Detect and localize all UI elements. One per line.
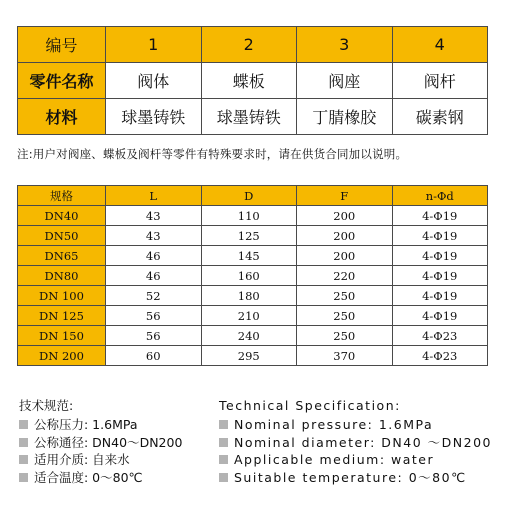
part-material-2: 球墨铸铁: [201, 99, 297, 135]
cell-d: 240: [201, 326, 297, 346]
list-item: [219, 416, 492, 434]
list-item: [219, 469, 492, 487]
cell-bolt-holes: 4-Φ19: [392, 306, 488, 326]
cell-f: 370: [297, 346, 393, 366]
row-model: DN 200: [18, 346, 106, 366]
cell-f: 200: [297, 246, 393, 266]
row-model: DN50: [18, 226, 106, 246]
square-bullet-icon: [219, 473, 228, 482]
spec-english-temperature: Suitable temperature: 0～80℃: [234, 469, 467, 485]
cell-f: 250: [297, 286, 393, 306]
table-row: [18, 206, 488, 226]
cell-bolt-holes: 4-Φ23: [392, 326, 488, 346]
cell-f: 200: [297, 226, 393, 246]
table-row: [18, 306, 488, 326]
spec-english-pressure: Nominal pressure: 1.6MPa: [234, 417, 434, 432]
part-material-3: 丁腈橡胶: [297, 99, 393, 135]
header-f: F: [297, 186, 393, 206]
square-bullet-icon: [19, 420, 28, 429]
table-row: [18, 246, 488, 266]
cell-d: 295: [201, 346, 297, 366]
row-label-part-name: 零件名称: [18, 63, 106, 99]
parts-table: [17, 26, 488, 135]
part-number-3: 3: [297, 27, 393, 63]
row-model: DN65: [18, 246, 106, 266]
cell-bolt-holes: 4-Φ19: [392, 206, 488, 226]
spec-chinese-diameter: 公称通径: DN40～DN200: [34, 434, 183, 450]
list-item: [19, 416, 182, 434]
list-item: [19, 434, 182, 452]
cell-bolt-holes: 4-Φ19: [392, 266, 488, 286]
part-name-2: 蝶板: [201, 63, 297, 99]
spec-chinese-medium: 适用介质: 自来水: [34, 452, 130, 467]
cell-d: 110: [201, 206, 297, 226]
square-bullet-icon: [219, 438, 228, 447]
cell-bolt-holes: 4-Φ23: [392, 346, 488, 366]
table-row: [18, 286, 488, 306]
cell-f: 250: [297, 326, 393, 346]
list-item: [19, 451, 182, 469]
spec-chinese-title: 技术规范:: [19, 398, 74, 413]
row-model: DN 150: [18, 326, 106, 346]
spec-english-title: Technical Specification:: [219, 398, 401, 413]
cell-l: 56: [106, 326, 202, 346]
square-bullet-icon: [219, 420, 228, 429]
spec-chinese-pressure: 公称压力: 1.6MPa: [34, 417, 138, 432]
square-bullet-icon: [219, 455, 228, 464]
part-name-1: 阀体: [106, 63, 202, 99]
header-bolt-holes: n-Φd: [392, 186, 488, 206]
spec-english: [219, 396, 492, 486]
cell-f: 250: [297, 306, 393, 326]
spec-chinese: [19, 396, 182, 486]
parts-number-row: [18, 27, 488, 63]
cell-l: 46: [106, 266, 202, 286]
dimensions-header-row: [18, 186, 488, 206]
cell-d: 210: [201, 306, 297, 326]
table-row: [18, 346, 488, 366]
cell-d: 125: [201, 226, 297, 246]
row-model: DN40: [18, 206, 106, 226]
list-item: [219, 451, 492, 469]
cell-d: 160: [201, 266, 297, 286]
cell-l: 56: [106, 306, 202, 326]
part-name-4: 阀杆: [392, 63, 488, 99]
part-material-1: 球墨铸铁: [106, 99, 202, 135]
header-l: L: [106, 186, 202, 206]
cell-l: 52: [106, 286, 202, 306]
cell-d: 180: [201, 286, 297, 306]
cell-bolt-holes: 4-Φ19: [392, 226, 488, 246]
cell-bolt-holes: 4-Φ19: [392, 246, 488, 266]
table-row: [18, 266, 488, 286]
cell-f: 220: [297, 266, 393, 286]
cell-d: 145: [201, 246, 297, 266]
part-material-4: 碳素钢: [392, 99, 488, 135]
list-item: [219, 434, 492, 452]
row-model: DN 100: [18, 286, 106, 306]
cell-l: 46: [106, 246, 202, 266]
header-spec: 规格: [18, 186, 106, 206]
cell-l: 43: [106, 226, 202, 246]
row-label-material: 材料: [18, 99, 106, 135]
square-bullet-icon: [19, 455, 28, 464]
cell-f: 200: [297, 206, 393, 226]
dimensions-table: [17, 185, 488, 366]
part-name-3: 阀座: [297, 63, 393, 99]
spec-english-medium: Applicable medium: water: [234, 452, 435, 467]
cell-bolt-holes: 4-Φ19: [392, 286, 488, 306]
table-row: [18, 326, 488, 346]
part-number-4: 4: [392, 27, 488, 63]
spec-chinese-temperature: 适合温度: 0～80℃: [34, 469, 143, 485]
part-number-2: 2: [201, 27, 297, 63]
row-label-number: 编号: [18, 27, 106, 63]
header-d: D: [201, 186, 297, 206]
spec-english-diameter: Nominal diameter: DN40 ～DN200: [234, 434, 492, 450]
parts-material-row: [18, 99, 488, 135]
note-text: 注:用户对阀座、蝶板及阀杆等零件有特殊要求时，请在供货合同加以说明。: [17, 147, 408, 161]
cell-l: 60: [106, 346, 202, 366]
square-bullet-icon: [19, 473, 28, 482]
row-model: DN80: [18, 266, 106, 286]
parts-name-row: [18, 63, 488, 99]
table-row: [18, 226, 488, 246]
list-item: [19, 469, 182, 487]
part-number-1: 1: [106, 27, 202, 63]
row-model: DN 125: [18, 306, 106, 326]
cell-l: 43: [106, 206, 202, 226]
square-bullet-icon: [19, 438, 28, 447]
